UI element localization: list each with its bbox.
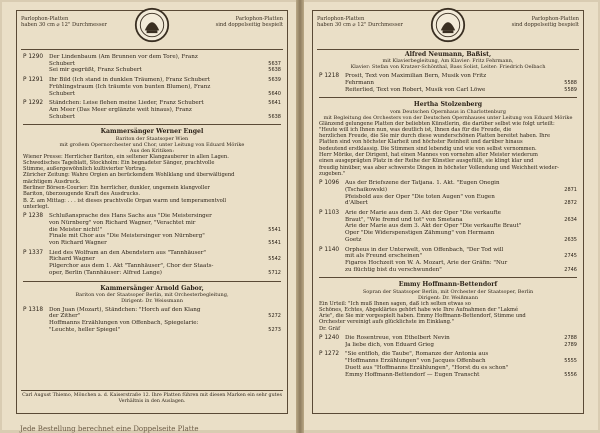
catalog-entry	[23, 54, 281, 74]
right-header	[317, 13, 579, 47]
entry-line	[49, 84, 281, 91]
track-title: Arie der Marie aus dem 3. Akt der Oper "Die verkaufte	[345, 210, 501, 216]
entry-lines	[345, 180, 577, 207]
entry-line	[345, 73, 577, 80]
entry-line	[345, 223, 577, 230]
text-line: Ein Urteil: "Ich muß Ihnen sagen, daß ich selten etwas so	[319, 300, 471, 307]
track-title: "Leuchte, heller Spiegel"	[49, 326, 121, 333]
right-content	[319, 51, 577, 391]
text-line: "Heute will ich Ihnen nun, was deutlich ist, Ihnen das für die Freude, die	[319, 126, 512, 133]
entry-line	[345, 230, 577, 237]
track-title: Hoffmanns Erzählungen von Offenbach, Spiegelarie:	[49, 320, 199, 327]
text-line: freudig hinüber, was aber schwerste Dingen in höchster Vollendung und Weichheit wieder-	[319, 164, 559, 171]
track-title: Ja liebe dich, von Eduard Grieg	[345, 341, 434, 348]
artist-subtitle: Dirigent: Dr. Weißmann	[417, 294, 479, 301]
matrix-number: 2635	[564, 236, 577, 243]
entry-line	[49, 307, 281, 314]
entry-line	[49, 67, 281, 74]
entry-line	[49, 54, 281, 61]
entry-line	[49, 233, 281, 240]
text-line: Orchester vereinigt aufs glücklichste im Einklang."	[319, 319, 454, 326]
matrix-number: 5555	[564, 358, 577, 365]
track-title: Figaros Hochzeit von W. A. Mozart, Arie der Gräfin: "Nur	[345, 259, 508, 266]
catalog-number: P 1238	[23, 213, 44, 220]
entry-line	[49, 61, 281, 68]
entry-line	[49, 100, 281, 107]
track-title: Pilgerchor aus dem 1. Akt "Tannhäuser", Chor der Staats-	[49, 263, 214, 270]
track-title: Orpheus in der Unterwelt, von Offenbach, "Der Tod will	[345, 246, 504, 253]
text-line: Bariton, überzeugende Kraft des Ausdrucks.	[23, 191, 141, 198]
matrix-number: 5641	[268, 100, 281, 107]
entry-line	[49, 256, 281, 263]
catalog-entry	[23, 250, 281, 277]
entry-lines	[49, 213, 281, 247]
matrix-number: 5638	[268, 67, 281, 74]
right-group-3	[319, 335, 577, 378]
divider	[319, 97, 577, 98]
matrix-number: 2788	[564, 335, 577, 342]
track-title: Braut", "Wie fremd und tot" von Smetana	[345, 216, 463, 223]
matrix-number: 5588	[564, 79, 577, 86]
header-left-line-2: haben 30 cm ⌀ 12" Durchmesser	[21, 22, 108, 29]
artist-subtitle: Dirigent: Dr. Weissmann	[121, 297, 183, 304]
catalog-number: P 1103	[319, 210, 340, 216]
text-line: Berliner Börsen-Courier: Ein herrlicher, dunkler, ungemein klangvoller	[23, 185, 210, 192]
matrix-number: 5638	[268, 113, 281, 120]
header-rule	[21, 49, 283, 50]
entry-line	[345, 267, 577, 274]
entry-line	[49, 213, 281, 220]
left-page	[2, 2, 296, 430]
track-title: Schubert	[49, 113, 75, 120]
entry-line	[345, 260, 577, 267]
entry-line	[345, 342, 577, 349]
right-page	[304, 2, 598, 430]
entry-line	[345, 237, 577, 244]
text-line: zugeben."	[319, 170, 346, 177]
track-title: Don Juan (Mozart), Ständchen: "Horch auf den Klang	[49, 306, 201, 313]
entry-line	[49, 320, 281, 327]
parlophon-logo-icon	[430, 7, 466, 43]
entry-lines	[49, 100, 281, 120]
artist-title: Kammersänger Arnold Gabor,	[100, 284, 204, 292]
text-line: Arie", die Sie mir vorgespielt haben. Emmy Hoffmann-Bettendorf, Stimme und	[319, 313, 526, 320]
matrix-number: 5272	[268, 313, 281, 320]
track-title: Prosit, Text von Maximilian Bern, Musik von Fritz	[345, 73, 487, 80]
track-title: Duett aus "Hoffmanns Erzählungen", "Horst du es schon"	[345, 364, 509, 371]
catalog-number: P 1096	[319, 180, 340, 187]
catalog-entry	[23, 213, 281, 247]
catalog-number: P 1290	[23, 54, 44, 60]
catalog-number: P 1318	[23, 306, 44, 313]
left-header	[21, 13, 283, 47]
entry-line	[49, 327, 281, 334]
text-line: einen ausgeprägten Platz in der Reihe der Künstler ausgefüllt, sie klingt klar und	[319, 158, 534, 165]
left-group-1	[23, 54, 281, 120]
catalog-number: P 1218	[319, 73, 340, 80]
catalog-number: P 1140	[319, 246, 340, 253]
left-header-left	[21, 16, 113, 28]
entry-line	[345, 180, 577, 187]
entry-line	[345, 217, 577, 224]
artist-subtitle: mit großem Opernorchester und Chor, unter Leitung von Eduard Mörike	[59, 141, 245, 148]
matrix-number: 5542	[268, 256, 281, 263]
entry-line	[345, 210, 577, 217]
divider	[23, 281, 281, 282]
header-right-line-2: sind doppelseitig bespielt	[215, 22, 283, 29]
entry-line	[345, 194, 577, 201]
track-title: Frühlingstraum (Ich träumte von bunten Blumen), Franz	[49, 83, 211, 90]
divider	[23, 124, 281, 125]
header-left-line-1: Parlophon-Platten	[21, 16, 69, 22]
catalog-entry	[319, 351, 577, 378]
track-title: von Richard Wagner	[49, 240, 107, 247]
text-line: herzlichen Freude, die Sie mir durch diese wunderschönen Platten bereitet haben. Ihre	[319, 133, 551, 140]
matrix-number: 5273	[268, 326, 281, 333]
artist-title: Emmy Hoffmann-Bettendorf	[398, 281, 498, 289]
entry-line	[345, 87, 577, 94]
track-title: Schubert	[49, 60, 75, 67]
track-title: Arie der Marie aus dem 3. Akt der Oper "Die verkaufte Braut"	[345, 223, 522, 230]
entry-line	[345, 247, 577, 254]
right-header-left	[317, 16, 409, 28]
text-line: Stimme, außergewöhnlich kultivierter Vortrag.	[23, 166, 147, 173]
text-line: Züricher Zeitung: Wahre Orgien an berückendem Wohlklang und überwältigend	[23, 172, 235, 179]
matrix-number: 5637	[268, 60, 281, 67]
matrix-number: 5712	[268, 269, 281, 276]
track-title: Die Rosentreue, von Ethelbert Nevin	[345, 335, 450, 342]
track-title: "Sie entfloh, die Taube", Romanze der Antonia aus	[345, 351, 489, 358]
right-group-1	[319, 73, 577, 93]
catalog-entry	[319, 73, 577, 93]
track-title: zu flüchtig bist du verschwunden"	[345, 266, 442, 273]
artist-subtitle: Klavier: Stefan von Kratzer-Schönthal, Bass Solist, Leiter: Friedrich Oelbach	[350, 64, 546, 71]
left-group-2	[23, 213, 281, 276]
right-header-right	[487, 16, 579, 28]
matrix-number: 2789	[564, 341, 577, 348]
catalog-entry	[319, 335, 577, 348]
artist-subtitle: Bariton der Staatsoper Wien	[115, 135, 189, 142]
matrix-number: 5541	[268, 240, 281, 247]
matrix-number: 5589	[564, 86, 577, 93]
matrix-number: 2871	[564, 186, 577, 193]
text-line: Glänzend gelungene Platten der beliebten Künstlerin, die darüber selbst wie folgt urteilt:	[319, 120, 555, 127]
entry-line	[345, 351, 577, 358]
entry-lines	[49, 77, 281, 97]
text-line: Dr. Gräf	[319, 325, 341, 332]
catalog-entry	[23, 100, 281, 120]
artist-subtitle: mit Begleitung des Orchesters von der Deutschen Opernhauses unter Leitung von Eduard Mörike	[323, 114, 573, 121]
catalog-number: P 1272	[319, 351, 340, 358]
left-group-3	[23, 307, 281, 334]
catalog-number: P 1291	[23, 77, 44, 84]
track-title: Emmy Hoffmann-Bettendorf — Eugen Transcht	[345, 371, 480, 378]
text-line: Schönes, Echtes, Abgeklärtes gehört habe wie Ihre Aufnahmen der "Lakmé	[319, 306, 519, 313]
entry-line	[49, 114, 281, 121]
artist-title: Alfred Neumann, Baßist,	[404, 51, 492, 58]
track-title: Am Meer (Das Meer erglänzte weit hinaus), Franz	[49, 106, 192, 113]
catalog-entry	[23, 307, 281, 334]
matrix-number: 5556	[564, 371, 577, 378]
entry-line	[345, 365, 577, 372]
catalog-number: P 1337	[23, 249, 44, 256]
track-title: Goetz	[345, 236, 362, 243]
press-heading: Aus den Kritiken:	[129, 147, 175, 154]
left-frame	[16, 10, 288, 414]
artist-subtitle: Bariton von der Staatsoper Berlin, mit Orchesterbegleitung,	[75, 291, 229, 298]
matrix-number: 5640	[268, 90, 281, 97]
track-title: Schlußansprache des Hans Sachs aus "Die Meistersinger	[49, 213, 212, 220]
entry-lines	[345, 73, 577, 93]
artist-title: Kammersänger Werner Engel	[100, 128, 204, 136]
press-quotes	[23, 154, 281, 211]
catalog-entry	[23, 77, 281, 97]
entry-line	[49, 220, 281, 227]
matrix-number: 5639	[268, 77, 281, 84]
entry-line	[345, 80, 577, 87]
track-title: Ständchen: Leise flehen meine Lieder, Franz Schubert	[49, 100, 204, 107]
entry-line	[49, 77, 281, 84]
matrix-number: 2872	[564, 200, 577, 207]
track-title: Richard Wagner	[49, 256, 95, 263]
catalog-number: P 1292	[23, 100, 44, 107]
text-line: unterlegt.	[23, 203, 50, 210]
bottom-cut-text: Jede Bestellung berechnet eine Doppelseite Platte	[20, 425, 199, 433]
track-title: mit als Freund erscheinen"	[345, 253, 423, 260]
entry-lines	[49, 307, 281, 334]
matrix-number: 2634	[564, 216, 577, 223]
entry-lines	[49, 54, 281, 74]
track-title: Lied des Wolfram an den Abendstern aus "Tannhäuser"	[49, 249, 206, 256]
entry-line	[49, 107, 281, 114]
track-title: Finale mit Chor aus "Die Meistersinger von Nürnberg"	[49, 233, 205, 240]
track-title: oper, Berlin (Tannhäuser: Alfred Lange)	[49, 269, 162, 276]
track-title: der Zither"	[49, 313, 81, 320]
catalog-entry	[319, 180, 577, 207]
catalog-entry	[319, 247, 577, 274]
book-gutter	[296, 0, 304, 433]
track-title: Oper "Die Widerspenstigen Zähmung" von Hermann	[345, 230, 495, 237]
track-title: Ihr Bild (Ich stand in dunklen Träumen), Franz Schubert	[49, 77, 210, 84]
track-title: "Hoffmanns Erzählungen" von Jacques Offenbach	[345, 358, 486, 365]
divider	[319, 277, 577, 278]
entry-line	[345, 358, 577, 365]
header-right-line-2: sind doppelseitig bespielt	[511, 22, 579, 29]
header-left-line-2: haben 30 cm ⌀ 12" Durchmesser	[317, 22, 404, 29]
header-right-line-1: Parlophon-Platten	[235, 16, 283, 22]
track-title: (Tschaikowski)	[345, 186, 388, 193]
track-title: Pfeisbold aus der Oper "Die toten Augen" von Eugen	[345, 193, 495, 200]
entry-line	[49, 240, 281, 247]
track-title: Sei mir gegrüßt, Franz Schubert	[49, 67, 142, 74]
left-footer: Carl August Thiemo, Mönchen a. d. Kaiserstraße 12. Ihre Platten führen mit diesen Marken ein sehr gutes Verhältnis in den Auslagen.	[21, 390, 283, 411]
entry-lines	[345, 351, 577, 378]
track-title: von Nürnberg" von Richard Wagner, "Verachtet mir	[49, 219, 196, 226]
text-line: bedeutend erstklassig. Die Stimmen sind lebendig und wie von selbst vernommen.	[319, 145, 537, 152]
entry-line	[49, 263, 281, 270]
artist-title: Hertha Stolzenberg	[413, 101, 483, 109]
track-title: Der Lindenbaum (Am Brunnen vor dem Tore), Franz	[49, 54, 198, 60]
text-line: mächtigem Ausdruck.	[23, 178, 81, 185]
matrix-number: 2746	[564, 266, 577, 273]
track-title: Reiterlied, Text von Robert, Musik von Carl Löwe	[345, 86, 486, 93]
track-title: d'Albert	[345, 200, 368, 207]
track-title: Fehrmann	[345, 79, 375, 86]
matrix-number: 2745	[564, 253, 577, 260]
entry-line	[49, 227, 281, 234]
artist-review	[319, 121, 577, 178]
text-line: Herr Mörike, der Dirigent, hat einen Mannes von vornehm alter Meister wiederum	[319, 152, 538, 158]
catalog-entry	[319, 210, 577, 244]
entry-line	[345, 335, 577, 342]
left-content	[23, 51, 281, 391]
header-left-line-1: Parlophon-Platten	[317, 16, 365, 22]
text-line: Platten sind von höchster Klarheit und höchster Reinheit und darüber hinaus	[319, 139, 523, 146]
entry-lines	[345, 335, 577, 348]
track-title: Schubert	[49, 90, 75, 97]
catalog-number: P 1240	[319, 335, 340, 342]
text-line: Wiener Presse: Herrlicher Bariton, ein seltener Klangzauberer in allen Lagen.	[23, 153, 229, 160]
header-right-line-1: Parlophon-Platten	[531, 16, 579, 22]
entry-line	[49, 270, 281, 277]
entry-lines	[49, 250, 281, 277]
entry-line	[49, 91, 281, 98]
artist-subtitle: Sopran der Staatsoper Berlin, mit Orchester der Staatsoper, Berlin	[362, 288, 534, 295]
text-line: B. Z. am Mittag: . . . ist dieses prachtvolle Organ warm und temperamentvoll	[23, 197, 227, 204]
track-title: die Meister nicht!"	[49, 226, 103, 233]
artist-subtitle: vom Deutschen Opernhaus in Charlottenburg	[390, 108, 506, 115]
entry-line	[345, 187, 577, 194]
right-group-2	[319, 180, 577, 273]
entry-line	[49, 250, 281, 257]
entry-lines	[345, 210, 577, 244]
track-title: Aus der Briefszene der Tatjana. 1. Akt. "Eugen Onegin	[345, 180, 500, 187]
right-frame	[312, 10, 584, 414]
entry-line	[345, 200, 577, 207]
left-header-right	[191, 16, 283, 28]
entry-lines	[345, 247, 577, 274]
artist-subtitle: mit Klavierbegleitung, Am Klavier: Fritz Fehrmann,	[382, 58, 514, 65]
parlophon-logo-icon	[134, 7, 170, 43]
text-line: Schwedisches Tageblatt, Stockholm: Ein begnadeter Sänger, prachtvolle	[23, 159, 215, 166]
entry-line	[49, 313, 281, 320]
artist-review	[319, 301, 577, 332]
matrix-number: 5541	[268, 226, 281, 233]
header-rule	[317, 49, 579, 50]
entry-line	[345, 372, 577, 379]
entry-line	[345, 253, 577, 260]
